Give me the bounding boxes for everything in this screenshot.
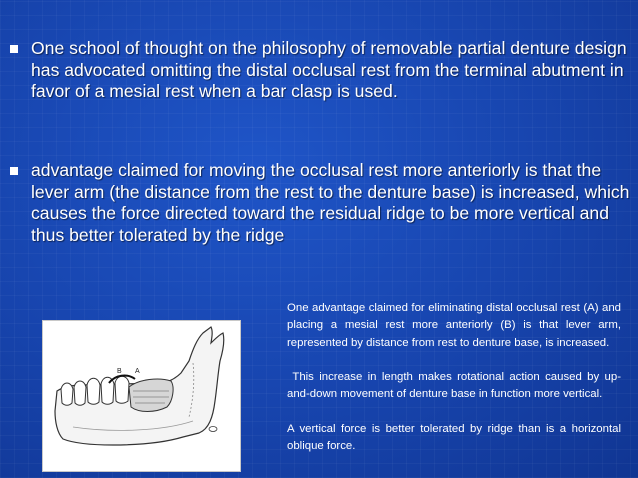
mandible-illustration — [43, 321, 240, 471]
square-bullet-icon — [10, 45, 18, 53]
bullet-text: One school of thought on the philosophy of removable partial denture design has advocated omitting the distal occlusal rest from the terminal abutment in favor of a mesial rest when a bar clasp is used. — [31, 38, 627, 101]
caption-paragraph: One advantage claimed for eliminating distal occlusal rest (A) and placing a mesial rest more anteriorly (B) is that lever arm, represented by distance from rest to denture base, is increased. — [287, 302, 621, 349]
label-b: B — [117, 368, 122, 375]
mandible-diagram — [42, 320, 241, 472]
figure-caption — [287, 300, 621, 456]
caption-paragraph: A vertical force is better tolerated by ridge than is a horizontal oblique force. — [287, 423, 621, 453]
square-bullet-icon — [10, 167, 18, 175]
label-a: A — [135, 368, 140, 375]
caption-paragraph: This increase in length makes rotational action caused by up-and-down movement of denture base in function more vertical. — [287, 371, 622, 401]
bullet-text: advantage claimed for moving the occlusal rest more anteriorly is that the lever arm (the distance from the rest to the denture base) is increased, which causes the force directed toward the residual ridge to be more vertical and thus better tolerated by the ridge — [31, 160, 630, 245]
